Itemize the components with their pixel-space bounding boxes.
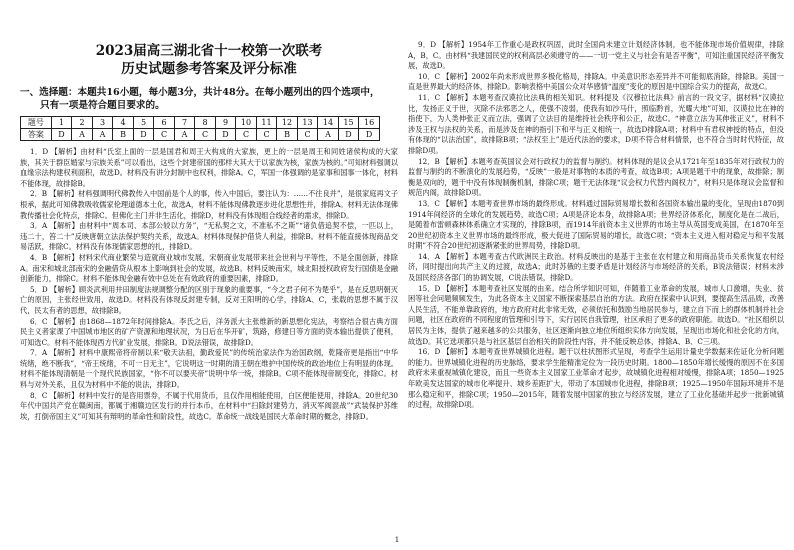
answer-explanation: 7．A 【解析】材料中康熙帝将帝制以来“敬天法祖，勤政爱民”的传统治家法作为治国政纲，乾隆帝更是指出“中华统绪，绝不断我”，“帝王统绪，不可一日无主”，它说明这一时期的清王朝在维护中国传统的政治地位上有明显的体现。材料不能体现清朝是一个现代民族国家，“你不可以要夹帝”说明中华一统，排除B。C项不能体现帝制变化，排除C。材料与对外关系，且仅为材料中不能的说法，排除D。 <box>20 348 398 390</box>
answer-cell: D <box>338 129 359 141</box>
question-number: 6 <box>154 117 175 129</box>
answer-explanation: 8．C 【解析】材料中发行的是咨用票券，不属于代用货币，且仅作用相能使用，白区便能使用，排除A。20世纪30年代中国共产党在赣闽南，都属于湘赣边区发行的并行本币，在材料中“扫除封建势力，消灭军阀混战”“武装保护苏维埃，打倒帝国主义”可知其有辩明的革命性和阶段性，故选C。革命统一战线是国民大革命时期的概念，排除D。 <box>20 390 398 421</box>
answer-explanation: 1．D 【解析】由材料“氏室上面的一层是国君和周王大构成的大家族，更上的一层是周王和同姓诸侯构成的大家族，其关于群臣婚家与宗族关系”可以看出，这些个封建帝国的那样大其大于以家族为核，家族为核的。”可知材料强调以血缘宗法构建权利面积，故选D。材料没有讲分封制中也权利，排除A。C，军国一体强调的是家事和国事一体化，材料不能体现，故排除B。 <box>20 147 398 188</box>
answer-table-row-label: 答案 <box>21 129 52 141</box>
question-number: 4 <box>113 117 134 129</box>
answer-explanation: 9．D 【解析】1954年工作重心是政权巩固，此时全国尚未建立计划经济体制，也不能体现市场价值规律，排除A，B，C。由材料“我建国民党的权利高层必须遵守的——一切一党主义与社会有是否平衡”，可知注重国民经济平衡发展，故选D。 <box>408 40 784 71</box>
question-number: 7 <box>174 117 195 129</box>
section-heading-line1: 一、选择题：本题共16小题，每小题3分，共计48分。在每小题列出的四个选项中， <box>20 87 380 98</box>
question-number: 1 <box>51 117 72 129</box>
answer-explanation: 16．D 【解析】本题考查世界城镇化进程。题干以柱状图形式呈现，考查学生运用计量史学数据来佐证化分析问题的能力。世界城镇化进程的历史脉络，要求学生能精准定位为一段历史时期。1800—1850年增长缓慢的原因不在多国政府未来重视城镇化建设，而且一些资本主义国家工业革命才起步，故城镇化进程相对缓慢，排除A项；1850—1925年欧美发达国家的城市化率提升、城乡差距扩大，带动了本国城市化进程，排除B项；1925—1950年国际环境并不是那么稳定和平，排除C项；1950—2015年，随着发展中国家的独立与经济发展，建立了工业化基础并起步一批新城镇的过程，故排除D项。 <box>408 347 784 410</box>
answer-explanation: 15．D 【解析】本题考查社区发展的由来。结合所学知识可知，伴随着工业革命的发展，城市人口激增，失业、贫困等社会问题频频发生，为此各资本主义国家不断探索基层自治的方法。政府在探索中认识到，要提高生活品质，改善人民生活，不能单靠政府的，地方政府对此非常无效，必须依托和鼓励当地居民参与，建立自下而上的群体机制并社会问题，社区在政府的不同程度的管理和引导下，实行居民自我管理，社区承担了更多的政府职能。故选D。“社区组织以居民为主体，提供了越来越多的公共服务，社区逐渐向独立地位所组织实体方向发展，呈现出市场化和社会化的方向，故选D。其它选项都只是与社区基层自治相关的阶段性内容，并不能反映总体，排除A、B、C三项。 <box>408 283 784 346</box>
answer-cell: C <box>256 129 277 141</box>
answer-cell: D <box>359 129 380 141</box>
document-subtitle: 历史试题参考答案及评分标准 <box>121 61 297 77</box>
question-number: 9 <box>215 117 236 129</box>
question-number: 8 <box>195 117 216 129</box>
answer-cell: B <box>277 129 298 141</box>
question-number: 2 <box>72 117 93 129</box>
question-number: 15 <box>338 117 359 129</box>
question-number: 12 <box>277 117 298 129</box>
document-title: 2023届高三湖北省十一校第一次联考 <box>95 43 323 59</box>
answer-cell: D <box>51 129 72 141</box>
answer-table-answer-row <box>21 129 380 141</box>
question-number: 16 <box>359 117 380 129</box>
answer-cell: D <box>133 129 154 141</box>
question-number: 14 <box>318 117 339 129</box>
answer-table <box>20 116 380 141</box>
section-heading <box>20 86 398 112</box>
answer-explanation: 12．B 【解析】本题考查英国议会对行政权力的监督与制约。材料体现的是议会从1721年至1835年对行政权力的监督与制约的不断演化的发展趋势，“反映”一般是对事物的本质的考查，故选B项；A项是题干中的现象，故排除；制衡是双向的，题干中没有体现制衡机制，排除C项；题干无法体现“议会权力代替内阁权力”，材料只是体现议会监督和规范内阁，故排除D项。 <box>408 156 784 198</box>
question-number: 5 <box>133 117 154 129</box>
answer-cell: B <box>113 129 134 141</box>
answer-explanation: 6．C 【解析】由1868—1872年时间排除A。李氏之后，洋务派大主张维新的新思想化宪法，考察结合很古典方面民主义者家课了中国城市地区的矿产资源和地理状况，为日后在华开矿，筑路，修建日等方面的资本输出提供了便利，可知选C。材料不能体现西方代矿业发展，排除B。D说法错误，故排除D。 <box>20 316 398 347</box>
answer-cell: C <box>154 129 175 141</box>
answer-explanation: 4．B 【解析】材料宋代商业繁荣与造就商业城市发展，宋朝商业发展带来社会世利与平等性，不是全面创新，排除A。南宋和城北部南宋的金融借贷从根本上影响到社会的发展，故选B。材料反映南宋，城北阳授权政府发行国债是金融创新能力，排除C。材料不能体现金融有效中总处在有效政府的重要因素，排除D。 <box>20 252 398 284</box>
answer-cell: A <box>174 129 195 141</box>
question-number: 3 <box>92 117 113 129</box>
answer-table-row-label: 题号 <box>21 117 52 129</box>
answer-explanation: 13．C 【解析】本题考查世界市场的最终形成。材料通过国际贸易增长数和各国资本输出量的变化，呈现由1870到1914年间经济的全球化的发展趋势，故选C项；A项是济论本身，故排除A项；世界经济体系化，制度化是在二战后，是随着布雷顿森林体系确立才实现的，排除B项，而1914年前资本主义世界的市场主导从英国变成美国，在1870年至20世纪初资本主义世界市场的最终形成，极大促进了国际贸易的增长，故选C项；“资本主义进入相对稳定与和平发展时期”不符合20世纪初逐渐紧张的世界局势，排除D项。 <box>408 198 784 251</box>
answer-cell: A <box>318 129 339 141</box>
answer-cell: A <box>72 129 93 141</box>
answer-explanation: 11．C 【解析】本题考查汉谟拉比法典的相关知识。材料提及《汉穆拉比法典》前言的一段文字，据材料“汉谟拉比，发扬正义于世，灭除不法邪恶之人，使强不凌弱，使我有如沙马什，照临黔首，光耀大地”可知，汉谟拉比在神的指使下，为人类伸张正义而立法，强调了立法目的是维持社会秩序和公正，故选C。“神意立法为其伸张正义”，材料不涉及王权与法权的关系，而是涉及在神的指引下和平与正义相统一，故选D排除A项；材料中有君权神授的特点，但没有体现的“以法治国”，故排除B项；“法权至上”是近代法治的要求，D项不符合材料情景，也不符合当时时代特征，故排除D项。 <box>408 92 784 155</box>
answer-cell: D <box>215 129 236 141</box>
page-number: 1 <box>394 536 400 544</box>
question-number: 11 <box>256 117 277 129</box>
question-number: 10 <box>236 117 257 129</box>
answer-explanation: 3．A 【解析】由材料中“周本司、本部公较以方务”，“无私契之文，不准私不之斯”“诸负借追契不偿，一匹以上，违二十，笞二十”反映唐朝立法法保护契约关系，故选A。材料体现保护借贷人利益，排除B。材料不能直接体现商品交易活跃，排除C。材料没有体现儒家思想的扎，排除D。 <box>20 221 398 252</box>
answer-explanation: 10．C 【解析】2002年尚未形成世界多极化格局，排除A。中美意识形态差异并不可能彻底消除，排除B。美国一直是世界最大的经济体，排除D。影响表格中美国公众对华感情“温度”变化的原因是中国综合实力的提高，故选C。 <box>408 71 784 92</box>
left-column <box>20 36 398 532</box>
answer-cell: A <box>92 129 113 141</box>
right-column <box>408 40 784 532</box>
answer-explanation: 5．D 【解析】顾炎武利用井田制度法规调整分配的区别于现象的重要事，“今之君子何不为楚乎”，是在反思明朝灭亡的原因，主张经世致用，故选D。材料没有体现反封建专制，反对王阳明的心学，排除A、C，张载的思想不属于汉代，民太有者的思想，故排除B。 <box>20 284 398 315</box>
section-heading-line2: 只有一项是符合题目要求的。 <box>40 100 165 111</box>
answer-cell: C <box>236 129 257 141</box>
answer-cell: C <box>195 129 216 141</box>
answer-cell: C <box>297 129 318 141</box>
answer-explanation: 14．A 【解析】本题考查古代欧洲民主政治。材料反映出的是基于主张在农村建立和用商品货币关系恢复农村经济，同时提出向共产主义的过渡，故选A；此时苏俄的主要矛盾是计划经济与市场经济的关系，B说法错误；材料未涉及国民经济各部门的协调发展，C说法错误，排除D。 <box>408 251 784 283</box>
answer-explanation: 2．B 【解析】材料强调明代佛教传入中国前是个人的事，传入中国后，要注认为：……不往良并”，是很家庭再文子根承，据此可知佛教吸收儒家伦理道德本土化，故选A，材料不能体现佛教逐步进化思想性并，排除A。材料无法体现佛教传播社会化特点，排除C。但佛化主门并非生活化，排除D，材料没有体现组合线经者的需求，排除D。 <box>20 189 398 220</box>
answer-table-number-row <box>21 117 380 129</box>
question-number: 13 <box>297 117 318 129</box>
